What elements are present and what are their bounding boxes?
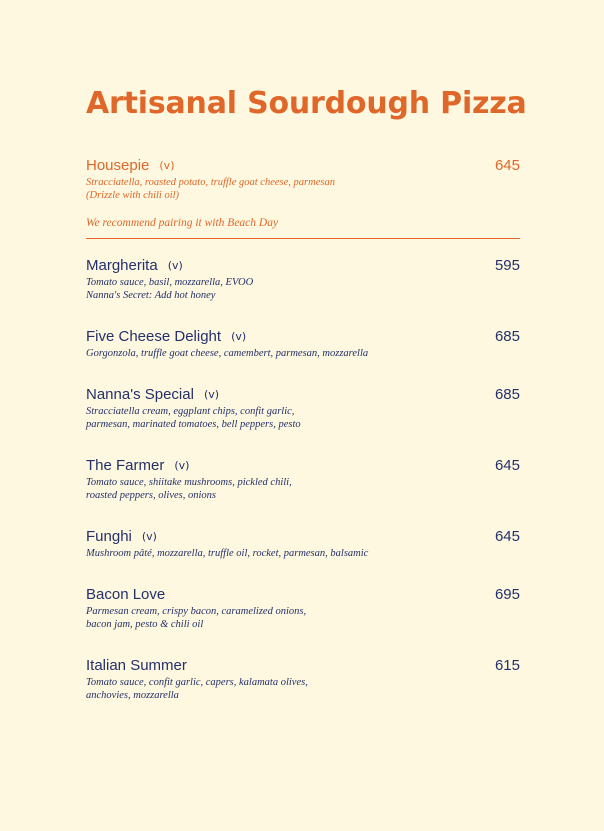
item-price: 685 bbox=[494, 328, 520, 345]
vegetarian-tag: (v) bbox=[174, 459, 190, 472]
item-name: Italian Summer bbox=[86, 657, 187, 674]
item-name: Funghi (v) bbox=[86, 528, 157, 545]
menu-page bbox=[86, 0, 527, 831]
vegetarian-tag: (v) bbox=[159, 159, 175, 172]
item-price: 695 bbox=[494, 586, 520, 603]
item-name: Margherita (v) bbox=[86, 257, 183, 274]
vegetarian-tag: (v) bbox=[231, 330, 247, 343]
section-divider bbox=[86, 238, 520, 239]
item-description: Tomato sauce, basil, mozzarella, EVOO Nanna's Secret: Add hot honey bbox=[86, 277, 254, 301]
item-description: Mushroom pâté, mozzarella, truffle oil, rocket, parmesan, balsamic bbox=[86, 548, 369, 559]
item-description: Parmesan cream, crispy bacon, caramelized onions, bacon jam, pesto & chili oil bbox=[86, 606, 307, 630]
item-name: Five Cheese Delight (v) bbox=[86, 328, 247, 345]
item-price: 645 bbox=[494, 157, 520, 174]
item-description: Tomato sauce, shiitake mushrooms, pickled chili, roasted peppers, olives, onions bbox=[86, 477, 292, 501]
pairing-recommendation: We recommend pairing it with Beach Day bbox=[86, 217, 279, 229]
item-price: 645 bbox=[494, 528, 520, 545]
vegetarian-tag: (v) bbox=[167, 259, 183, 272]
item-description: Gorgonzola, truffle goat cheese, camembert, parmesan, mozzarella bbox=[86, 348, 369, 359]
item-description: Tomato sauce, confit garlic, capers, kalamata olives, anchovies, mozzarella bbox=[86, 677, 308, 701]
item-price: 615 bbox=[494, 657, 520, 674]
menu-item-italian-summer bbox=[86, 657, 520, 702]
menu-item-nannas-special bbox=[86, 386, 520, 431]
item-price: 685 bbox=[494, 386, 520, 403]
item-description: Stracciatella, roasted potato, truffle goat cheese, parmesan (Drizzle with chili oil) bbox=[86, 177, 335, 201]
item-price: 645 bbox=[494, 457, 520, 474]
item-price: 595 bbox=[494, 257, 520, 274]
item-description: Stracciatella cream, eggplant chips, confit garlic, parmesan, marinated tomatoes, bell peppers, pesto bbox=[86, 406, 301, 430]
menu-item-bacon-love bbox=[86, 586, 520, 631]
item-name: Nanna's Special (v) bbox=[86, 386, 220, 403]
menu-item-five-cheese-delight bbox=[86, 328, 520, 361]
menu-item-the-farmer bbox=[86, 457, 520, 502]
menu-item-housepie bbox=[86, 157, 520, 202]
menu-title: Artisanal Sourdough Pizza bbox=[86, 86, 527, 121]
menu-item-margherita bbox=[86, 257, 520, 302]
vegetarian-tag: (v) bbox=[203, 388, 220, 401]
item-name: Housepie (v) bbox=[86, 157, 175, 174]
menu-item-funghi bbox=[86, 528, 520, 561]
item-name: The Farmer (v) bbox=[86, 457, 190, 474]
item-name: Bacon Love bbox=[86, 586, 166, 603]
vegetarian-tag: (v) bbox=[141, 530, 157, 543]
